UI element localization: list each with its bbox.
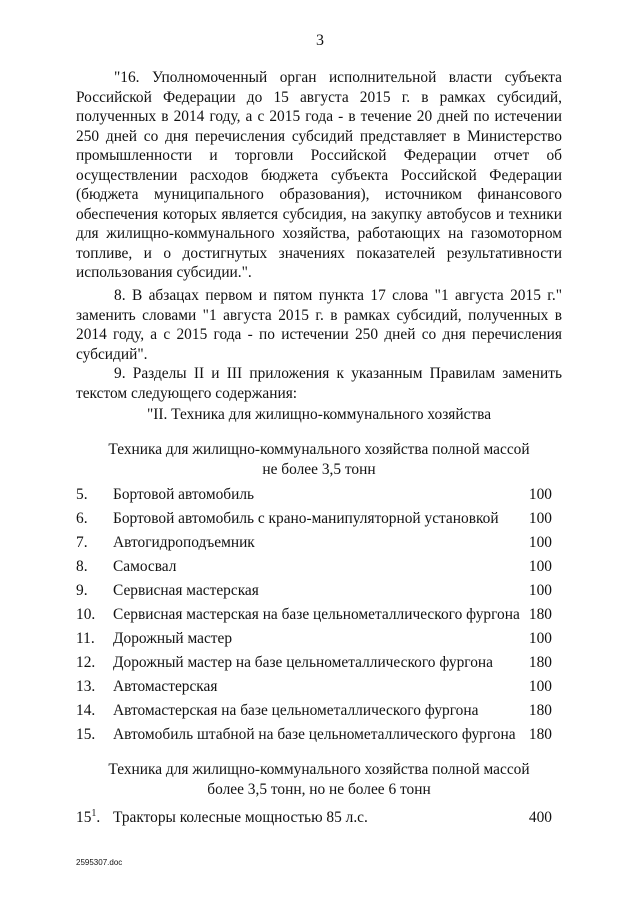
item-value: 100 [528,678,552,695]
group1-heading-line2: не более 3,5 тонн [262,460,376,478]
group1-heading-line1: Техника для жилищно-коммунального хозяйства полной массой [108,441,530,458]
item-value: 400 [528,809,552,826]
list-item [76,629,562,653]
item-number-main: 15 [76,809,92,826]
list-item [76,581,562,605]
item-value: 100 [528,630,552,647]
item-value: 180 [528,726,552,743]
item-number: 12. [76,654,96,671]
list-item [76,725,562,749]
item-value: 100 [528,582,552,599]
list-item [76,485,562,509]
group2-list [76,808,562,832]
item-number: 9. [76,582,88,599]
list-item [76,808,562,832]
item-number: 6. [76,510,88,527]
list-item [76,701,562,725]
item-number: 13. [76,678,96,695]
item-value: 100 [528,486,552,503]
item-number: 14. [76,702,96,719]
item-label: Дорожный мастер [113,630,233,647]
item-number: 10. [76,606,96,623]
list-item [76,533,562,557]
list-item [76,653,562,677]
item-number-suffix: . [96,809,101,826]
item-label: Сервисная мастерская [113,582,259,599]
group1-list [76,485,562,749]
paragraph-16: "16. Уполномоченный орган исполнительной власти субъекта Российской Федерации до 15 августа 2015 г. в рамках субсидий, полученных в 2014 году, а с 2015 года - в течение 20 дней по истечении 250 дней со дня перечисления субсидий представляет в Министерство промышленности и торговли Российской Федерации отчет об осуществлении расходов бюджета субъекта Российской Федерации (бюджета муниципального образования), источником финансового обеспечения которых является субсидия, на закупку автобусов и техники для жилищно-коммунального хозяйства, работающих на газомоторном топливе, и о достигнутых значениях показателей результативности использования субсидии.". [76,69,562,281]
item-value: 180 [528,702,552,719]
item-label: Дорожный мастер на базе цельнометаллического фургона [113,654,494,671]
list-item [76,557,562,581]
list-item [76,605,562,629]
section-title: "II. Техника для жилищно-коммунального хозяйства [146,406,492,423]
item-label: Автомобиль штабной на базе цельнометаллического фургона [113,726,516,743]
paragraph-8: 8. В абзацах первом и пятом пункта 17 слова "1 августа 2015 г." заменить словами "1 августа 2015 г. в рамках субсидий, полученных в 2014 году, а с 2015 года - по истечении 250 дней со дня перечисления субсидий". [76,287,562,363]
page-number: 3 [316,32,324,49]
item-label: Автомастерская [113,678,218,695]
item-number: 15. [76,726,96,743]
item-number [76,808,110,827]
group1-heading [76,440,562,479]
item-value: 100 [528,510,552,527]
list-item [76,677,562,701]
list-item [76,509,562,533]
item-label: Автомастерская на базе цельнометаллического фургона [113,702,479,719]
item-number-superscript: 1 [91,808,97,819]
item-number: 5. [76,486,88,503]
item-label: Сервисная мастерская на базе цельнометаллического фургона [113,606,520,623]
item-value: 180 [528,654,552,671]
item-label: Автогидроподъемник [113,534,255,551]
item-value: 180 [528,606,552,623]
item-number: 7. [76,534,88,551]
item-value: 100 [528,534,552,551]
item-label: Бортовой автомобиль [113,486,255,503]
group2-heading-line1: Техника для жилищно-коммунального хозяйства полной массой [108,761,530,778]
item-number: 11. [76,630,95,647]
item-label: Бортовой автомобиль с крано-манипуляторной установкой [113,510,499,527]
item-value: 100 [528,558,552,575]
paragraph-9: 9. Разделы II и III приложения к указанным Правилам заменить текстом следующего содержания: [76,365,562,402]
item-number: 8. [76,558,88,575]
item-label: Самосвал [113,558,177,575]
document-code: 2595307.doc [76,858,123,867]
group2-heading-line2: более 3,5 тонн, но не более 6 тонн [207,780,431,798]
group2-heading [76,760,562,799]
item-label: Тракторы колесные мощностью 85 л.с. [113,809,368,826]
